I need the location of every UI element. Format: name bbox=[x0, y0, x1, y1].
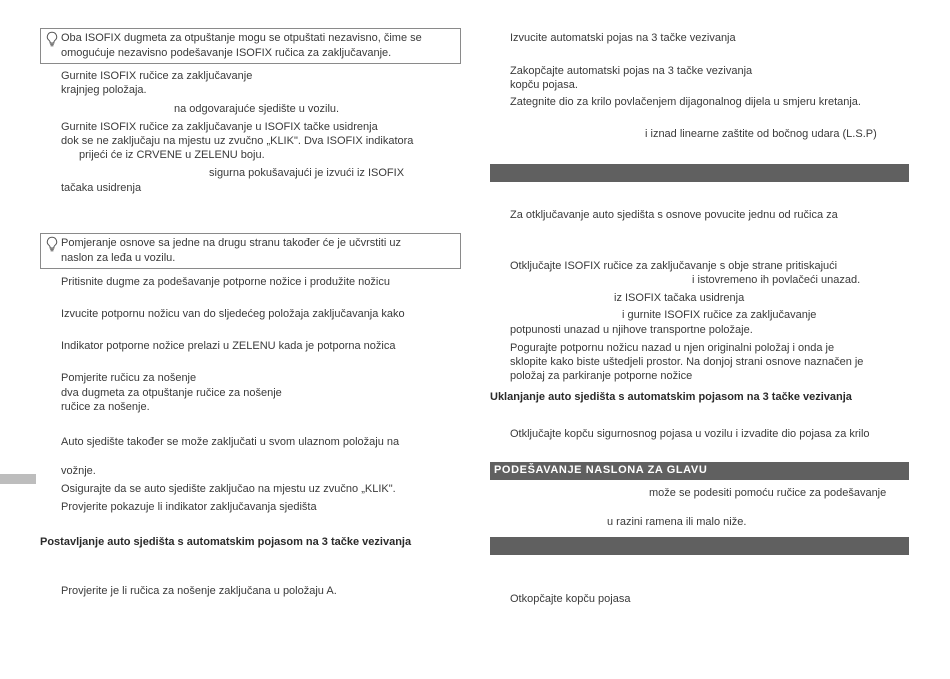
step-text: Otključajte ISOFIX ručice za zaključavanje s obje strane pritiskajući bbox=[510, 260, 838, 272]
step-text: sklopite kako biste uštedjeli prostor. Na donjoj strani osnove naznačen je bbox=[510, 356, 864, 368]
step-text: Auto sjedište također se može zaključati u svom ulaznom položaju na bbox=[61, 436, 400, 448]
page-side-tab bbox=[0, 474, 36, 484]
step-text: i iznad linearne zaštite od bočnog udara (L.S.P) bbox=[645, 128, 877, 140]
step-text: Pritisnite dugme za podešavanje potporne nožice i produžite nožicu bbox=[61, 276, 390, 288]
step-text: tačaka usidrenja bbox=[61, 182, 142, 194]
step-text: može se podesiti pomoću ručice za podešavanje bbox=[649, 487, 887, 499]
section-band bbox=[490, 537, 909, 555]
section-band-headrest bbox=[490, 462, 909, 480]
lightbulb-icon bbox=[45, 31, 59, 47]
step-text: potpunosti unazad u njihove transportne položaje. bbox=[510, 324, 753, 336]
step-text: Gurnite ISOFIX ručice za zaključavanje u ISOFIX tačke usidrenja bbox=[61, 121, 378, 133]
step-text: iz ISOFIX tačaka usidrenja bbox=[614, 292, 745, 304]
step-text: i istovremeno ih povlačeći unazad. bbox=[692, 274, 861, 286]
step-text: dok se ne zaključaju na mjestu uz zvučno „KLIK". Dva ISOFIX indikatora bbox=[61, 135, 414, 147]
step-text: kopču pojasa. bbox=[510, 79, 578, 91]
note-text: Pomjeranje osnove sa jedne na drugu stranu također će je učvrstiti uz naslon za leđa u vozilu. bbox=[61, 237, 401, 264]
step-text: Za otključavanje auto sjedišta s osnove povucite jednu od ručica za bbox=[510, 209, 838, 221]
info-note bbox=[40, 28, 461, 64]
step-text: Izvucite potpornu nožicu van do sljedećeg položaja zaključavanja kako bbox=[61, 308, 405, 320]
step-text: Provjerite pokazuje li indikator zaključavanja sjedišta bbox=[61, 501, 317, 513]
step-text: u razini ramena ili malo niže. bbox=[607, 516, 747, 528]
step-text: Indikator potporne nožice prelazi u ZELENU kada je potporna nožica bbox=[61, 340, 396, 352]
step-text: Otkopčajte kopču pojasa bbox=[510, 593, 631, 605]
lightbulb-icon bbox=[45, 236, 59, 252]
step-text: Izvucite automatski pojas na 3 tačke vezivanja bbox=[510, 32, 736, 44]
step-text: Zakopčajte automatski pojas na 3 tačke vezivanja bbox=[510, 65, 753, 77]
step-text: Gurnite ISOFIX ručice za zaključavanje bbox=[61, 70, 253, 82]
step-text: Pogurajte potpornu nožicu nazad u njen originalni položaj i onda je bbox=[510, 342, 835, 354]
section-heading: Postavljanje auto sjedišta s automatskim pojasom na 3 tačke vezivanja bbox=[40, 536, 412, 548]
step-text: položaj za parkiranje potporne nožice bbox=[510, 370, 693, 382]
step-text: vožnje. bbox=[61, 465, 96, 477]
step-text: Otključajte kopču sigurnosnog pojasa u vozilu i izvadite dio pojasa za krilo bbox=[510, 428, 870, 440]
step-text: na odgovarajuće sjedište u vozilu. bbox=[174, 103, 340, 115]
step-text: Provjerite je li ručica za nošenje zaključana u položaju A. bbox=[61, 585, 337, 597]
step-text: dva dugmeta za otpuštanje ručice za nošenje bbox=[61, 387, 282, 399]
step-text: sigurna pokušavajući je izvući iz ISOFIX bbox=[209, 167, 405, 179]
step-text: krajnjeg položaja. bbox=[61, 84, 147, 96]
step-text: Pomjerite ručicu za nošenje bbox=[61, 372, 197, 384]
step-text: i gurnite ISOFIX ručice za zaključavanje bbox=[622, 309, 817, 321]
note-text: Oba ISOFIX dugmeta za otpuštanje mogu se otpuštati nezavisno, čime se omogućuje nezavisno podešavanje ISOFIX ručica za zaključavanje. bbox=[61, 32, 422, 59]
section-band-title: PODEŠAVANJE NASLONA ZA GLAVU bbox=[494, 464, 708, 476]
step-text: ručice za nošenje. bbox=[61, 401, 150, 413]
info-note bbox=[40, 233, 461, 269]
section-heading: Uklanjanje auto sjedišta s automatskim pojasom na 3 tačke vezivanja bbox=[490, 391, 852, 403]
step-text: Zategnite dio za krilo povlačenjem dijagonalnog dijela u smjeru kretanja. bbox=[510, 96, 861, 108]
step-text: prijeći će iz CRVENE u ZELENU boju. bbox=[79, 149, 265, 161]
step-text: Osigurajte da se auto sjedište zaključao na mjestu uz zvučno „KLIK". bbox=[61, 483, 396, 495]
section-band bbox=[490, 164, 909, 182]
